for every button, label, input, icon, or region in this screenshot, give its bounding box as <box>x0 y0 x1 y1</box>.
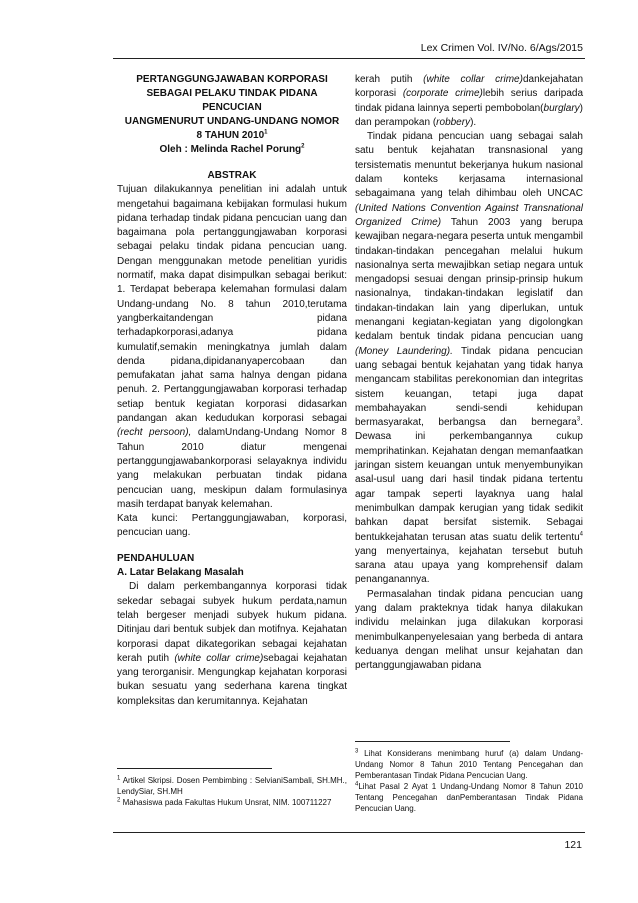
article-title <box>117 73 347 157</box>
right-column <box>355 73 583 673</box>
subsection-heading: A. Latar Belakang Masalah <box>117 567 244 579</box>
footnote-1 <box>117 775 347 797</box>
intro-emphasis: (white collar crime) <box>174 652 264 664</box>
footnote-2 <box>117 797 347 808</box>
paragraph-permasalahan: Permasalahan tindak pidana pencucian uang yang dalam prakteknya tidak hanya dilakukan individu melainkan juga dilakukan korporasi menimbulkanpenyelesaian yang berbeda di antara keduanya dengan melihat unsur kejahatan dan pertanggungjawaban pidana <box>355 588 583 672</box>
footnote-ref[interactable]: 2 <box>301 143 305 150</box>
body-text: Tindak pidana pencucian uang sebagai bentuk kejahatan yang tidak hanya mengancam stabilitas perekonomian dan integritas sistem keuangan, tetapi juga dapat membahayakan sendi-sendi kehidupan bermasyarakat, berbangsa dan bernegara <box>355 345 583 429</box>
section-heading: PENDAHULUAN <box>117 552 195 564</box>
footnote-rule <box>355 741 510 742</box>
author: Oleh : Melinda Rachel Porung <box>159 144 302 155</box>
continued-paragraph <box>355 73 583 130</box>
abstract-emphasis: (recht persoon), <box>117 427 192 439</box>
body-text: Tindak pidana pencucian uang sebagai salah satu bentuk kejahatan transnasional yang tersistematis menuntut bekerjanya hukum nasional dalam konteks kerjasama internasional sebagaimana yang telah dihimbau oleh UNCAC <box>355 131 583 200</box>
right-footnotes <box>355 741 583 814</box>
footnote-text: Lihat Pasal 2 Ayat 1 Undang-Undang Nomor 8 Tahun 2010 Tentang Pencegahan danPemberantasan Tindak Pidana Pencucian Uang. <box>355 782 583 813</box>
title-year: 8 TAHUN 2010 <box>196 130 265 141</box>
body-emphasis: (corporate crime) <box>402 88 483 100</box>
body-emphasis: (white collar crime) <box>423 74 523 85</box>
body-text: ) dan perampokan ( <box>355 102 583 128</box>
body-text: . Dewasa ini perkembangannya cukup memprihatinkan. Kejahatan dengan memanfaatkan jaringan sistem keuangan untuk menyembunyikan asal-usul uang dari hasil tindak pidana tertentu agar tampak seperti layaknya uang halal menimbulkan dampak kerugian yang tidak sedikit bahkan dapat bersifat sistemik. Sebagai bentukkejahatan terusan atas suatu delik tertentu <box>355 417 583 543</box>
footnote-text: Lihat Konsiderans menimbang huruf (a) dalam Undang-Undang Nomor 8 Tahun 2010 Tentang Pencegahan dan Pemberantasan Tindak Pidana Pencucian Uang. <box>355 749 583 780</box>
body-text: kerah putih <box>355 74 413 85</box>
abstract-text-tail: dalamUndang-Undang Nomor 8 Tahun 2010 diatur mengenai pertanggungjawabankorporasi selayaknya individu yang melakukan perbuatan tindak pidana pencucian uang, meskipun dalam formulasinya masih terdapat banyak kelemahan. <box>117 427 347 510</box>
left-footnotes <box>117 768 347 808</box>
footnote-ref[interactable]: 3 <box>576 416 581 423</box>
footnote-rule <box>117 768 272 769</box>
footnote-number: 4 <box>355 781 359 788</box>
footnote-number: 3 <box>355 748 359 755</box>
body-emphasis: burglary <box>543 102 580 114</box>
title-line: SEBAGAI PELAKU TINDAK PIDANA PENCUCIAN <box>146 88 318 113</box>
body-text: yang menyertainya, kejahatan tersebut butuh sarana atau upaya yang komprehensif dalam penanganannya. <box>355 545 583 586</box>
keywords: Kata kunci: Pertanggungjawaban, korporasi, pencucian uang. <box>117 513 347 539</box>
intro-paragraph <box>117 580 347 709</box>
footnote-ref[interactable]: 4 <box>579 531 583 538</box>
footnote-text: Mahasiswa pada Fakultas Hukum Unsrat, NIM. 100711227 <box>122 798 332 807</box>
abstract-body <box>117 183 347 512</box>
title-line: PERTANGGUNGJAWABAN KORPORASI <box>136 74 328 85</box>
abstract-text: Tujuan dilakukannya penelitian ini adalah untuk mengetahui bagaimana kebijakan formulasi hukum pidana terhadap tindak pidana pencucian uang dan bagaimana pola pertanggungjawaban korporasi sebagai pelaku tindak pidana pencucian uang. Dengan menggunakan metode penelitian yuridis normatif, maka dapat disimpulkan sebagai berikut: 1. Terdapat beberapa kelemahan formulasi dalam Undang-undang No. 8 tahun 2010,terutama yangberkaitandengan pidana terhadapkorporasi,adanya pidana kumulatif,semakin meningkatnya jumlah dalam denda pidana,dipidananyapercobaan dan pemufakatan jahat sama halnya dengan pidana penuh. 2. Pertanggungjawaban korporasi terhadap setiap bentuk kegiatan korporasi didasarkan pandangan akan kedudukan korporasi sebagai <box>117 184 347 425</box>
body-emphasis: robbery <box>436 116 471 128</box>
body-text: dankejahatan korporasi <box>355 74 584 100</box>
footer-rule <box>113 832 585 833</box>
intro-text: Di dalam perkembangannya korporasi tidak sekedar sebagai subyek hukum perdata,namun telah bergeser menjadi subyek hukum pidana. Ditinjau dari bentuk subjek dan motifnya. Kejahatan korporasi dapat dikategorikan sebagai kejahatan kerah putih <box>117 581 347 664</box>
footnote-number: 2 <box>117 797 121 804</box>
title-line <box>117 129 347 143</box>
running-header: Lex Crimen Vol. IV/No. 6/Ags/2015 <box>420 42 583 54</box>
body-emphasis: (United Nations Convention Against Transnational Organized Crime) <box>355 202 583 228</box>
abstract-heading: ABSTRAK <box>207 170 257 181</box>
body-text: Tahun 2003 yang berupa kewajiban negara-negara peserta untuk mengambil tindakan-tindakan pencegahan melalui hukum nasionalnya serta mewajibkan setiap negara untuk mengadopsi sesuai dengan prinsip-prinsip hukum nasionalnya, tindakan-tindakan legislatif dan tindakan-tindakan lain yang diperlukan, untuk menangani kegiatan-kegiatan yang digolongkan kedalam bentuk tindak pidana pencucian uang <box>355 216 583 343</box>
paragraph-tppu <box>355 130 583 588</box>
author-line <box>117 143 347 157</box>
title-line: UANGMENURUT UNDANG-UNDANG NOMOR <box>124 116 340 127</box>
body-text: ). <box>470 116 477 128</box>
body-text: lebih serius daripada tindak pidana lainnya seperti pembobolan( <box>355 88 583 114</box>
page-number: 121 <box>564 839 582 851</box>
footnote-ref[interactable]: 1 <box>264 129 268 136</box>
footnote-text: Artikel Skripsi. Dosen Pembimbing : SelvianiSambali, SH.MH., LendySiar, SH.MH <box>117 776 348 796</box>
footnote-4 <box>355 781 583 814</box>
footnote-number: 1 <box>117 775 121 782</box>
header-rule <box>113 58 585 59</box>
left-column <box>117 73 347 709</box>
body-emphasis: (Money Laundering). <box>355 345 453 357</box>
intro-text-tail: sebagai kejahatan yang terorganisir. Mengungkap kejahatan korporasi bukan sesuatu yang sederhana karena tingkat kompleksitas dan kerumitannya. Kejahatan <box>117 652 348 707</box>
footnote-3 <box>355 748 583 781</box>
